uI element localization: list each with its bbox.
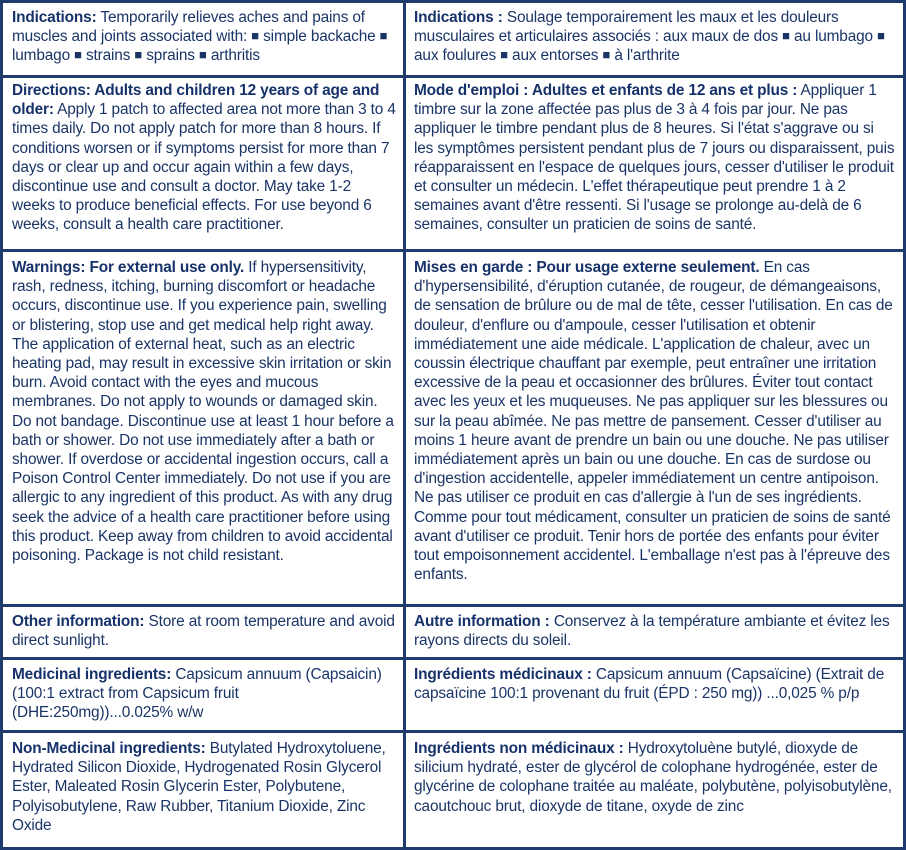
indications-fr	[406, 8, 903, 66]
section-heading: Warnings: For external use only.	[12, 259, 245, 276]
section-text: Conservez à la température ambiante et évitez les rayons directs du soleil.	[414, 613, 890, 650]
section-heading: Mises en garde : Pour usage externe seulement.	[414, 259, 760, 276]
warnings-fr	[406, 258, 903, 584]
list-item: au lumbago	[794, 28, 873, 46]
section-text: Apply 1 patch to affected area not more than 3 to 4 times daily. Do not apply patch for more than 8 hours. If conditions worsen or if symptoms persist for more than 7 days or clear up and occur again within a few days, discontinue use and consult a doctor. May take 1-2 weeks to produce beneficial effects. For use beyond 6 weeks, consult a health care practitioner.	[12, 101, 396, 234]
section-text: Capsicum annuum (Capsaicin) (100:1 extract from Capsicum fruit (DHE:250mg))...0.025% w/w	[12, 666, 382, 722]
section-heading: Indications :	[414, 9, 503, 26]
section-heading: Medicinal ingredients:	[12, 666, 172, 683]
indications-en	[3, 8, 403, 66]
section-text: Soulage temporairement les maux et les douleurs musculaires et articulaires associés : aux maux de dos	[414, 9, 839, 46]
section-heading: Mode d'emploi : Adultes et enfants de 12 ans et plus :	[414, 82, 798, 99]
bullet-icon: ■	[251, 28, 259, 44]
other-information-fr	[406, 612, 903, 650]
bullet-icon: ■	[500, 47, 508, 63]
row-divider	[3, 75, 903, 78]
list-item: à l'arthrite	[614, 47, 680, 65]
row-divider	[3, 249, 903, 252]
bullet-icon: ■	[198, 47, 207, 63]
directions-fr	[406, 81, 903, 235]
row-divider	[3, 657, 903, 660]
row-divider	[3, 604, 903, 607]
section-text: Hydroxytoluène butylé, dioxyde de silicium hydraté, ester de glycérol de colophane hydrogénée, ester de glycérine de colophane traitée au maléate, polybutène, polyisobutylène, caoutchouc brut, dioxyde de titane, oxyde de zinc	[414, 740, 892, 815]
list-item: aux entorses	[512, 47, 599, 65]
list-item: simple backache	[263, 28, 376, 46]
bullet-icon: ■	[379, 28, 388, 44]
section-heading: Indications:	[12, 9, 97, 26]
section-heading: Other information:	[12, 613, 145, 630]
list-item: arthritis	[210, 47, 260, 65]
row-divider	[3, 730, 903, 733]
section-heading: Autre information :	[414, 613, 550, 630]
section-text: En cas d'hypersensibilité, d'éruption cutanée, de rougeur, de démangeaisons, de sensation de brûlure ou de mal de tête, cesser l'utilisation. En cas de douleur, d'enflure ou d'ampoule, cesser l'utilisation et obtenir immédiatement une aide médicale. L'application de chaleur, avec un coussin électrique chauffant par exemple, peut entraîner une irritation excessive de la peau et occasionner des brûlures. Éviter tout contact avec les yeux et les muqueuses. Ne pas appliquer sur les blessures ou sur la peau abîmée. Ne pas mettre de pansement. Cesser d'utiliser au moins 1 heure avant de prendre un bain ou une douche. Ne pas utiliser immédiatement après un bain ou une douche. En cas de surdose ou d'ingestion accidentelle, appeler immédiatement un centre antipoison. Ne pas utiliser ce produit en cas d'allergie à l'un de ses ingrédients. Comme pour tout médicament, consulter un praticien de soins de santé avant d'utiliser ce produit. Tenir hors de portée des enfants pour éviter tout empoisonnement accidentel. L'emballage n'est pas à l'épreuve des enfants.	[414, 259, 893, 584]
bullet-icon: ■	[877, 28, 885, 44]
section-text: Capsicum annuum (Capsaïcine) (Extrait de capsaïcine 100:1 provenant du fruit (ÉPD : 250 mg)) ...0,025 % p/p	[414, 666, 885, 703]
section-text: If hypersensitivity, rash, redness, itching, burning discomfort or headache occurs, discontinue use. If you experience pain, swelling or blistering, stop use and get medical help right away. The application of external heat, such as an electric heating pad, may result in excessive skin irritation or skin burn. Avoid contact with the eyes and mucous membranes. Do not apply to wounds or damaged skin. Do not bandage. Discontinue use at least 1 hour before a bath or shower. Do not use immediately after a bath or shower. If overdose or accidental ingestion occurs, call a Poison Control Center immediately. Do not use if you are allergic to any ingredient of this product. As with any drug seek the advice of a health care practitioner before using this product. Keep away from children to avoid accidental poisoning. Package is not child resistant.	[12, 259, 394, 565]
medicinal-ingredients-en	[3, 665, 403, 723]
section-heading: Ingrédients médicinaux :	[414, 666, 592, 683]
list-item: sprains	[146, 47, 195, 65]
non-medicinal-ingredients-en	[3, 739, 403, 835]
medicinal-ingredients-fr	[406, 665, 903, 703]
bullet-icon: ■	[74, 47, 82, 63]
warnings-en	[3, 258, 403, 565]
section-heading: Non-Medicinal ingredients:	[12, 740, 206, 757]
section-text: Store at room temperature and avoid direct sunlight.	[12, 613, 395, 650]
section-heading: Directions: Adults and children 12 years of age and older:	[12, 82, 380, 119]
section-text: Temporarily relieves aches and pains of muscles and joints associated with:	[12, 9, 365, 46]
column-divider	[403, 3, 406, 847]
section-text: Appliquer 1 timbre sur la zone affectée pas plus de 3 à 4 fois par jour. Ne pas appliquer le timbre pendant plus de 8 heures. Si l'état s'aggrave ou si les symptômes persistent pendant plus de 7 jours ou disparaissent, puis réapparaissent en l'espace de quelques jours, cesser d'utiliser le produit et consulter un médecin. L'effet thérapeutique peut prendre 1 à 2 semaines avant d'être ressenti. Si l'usage se prolonge au-delà de 6 semaines, consulter un praticien de soins de santé.	[414, 82, 895, 234]
section-text: Butylated Hydroxytoluene, Hydrated Silicon Dioxide, Hydrogenated Rosin Glycerol Ester, Maleated Rosin Glycerin Ester, Polybutene, Polyisobutylene, Raw Rubber, Titanium Dioxide, Zinc Oxide	[12, 740, 386, 834]
bullet-icon: ■	[602, 47, 611, 63]
section-heading: Ingrédients non médicinaux :	[414, 740, 624, 757]
list-item: lumbago	[12, 47, 70, 65]
bullet-icon: ■	[134, 47, 143, 63]
directions-en	[3, 81, 403, 235]
other-information-en	[3, 612, 403, 650]
bullet-icon: ■	[782, 28, 790, 44]
list-item: strains	[85, 47, 131, 65]
non-medicinal-ingredients-fr	[406, 739, 903, 816]
list-item: aux foulures	[414, 47, 497, 65]
